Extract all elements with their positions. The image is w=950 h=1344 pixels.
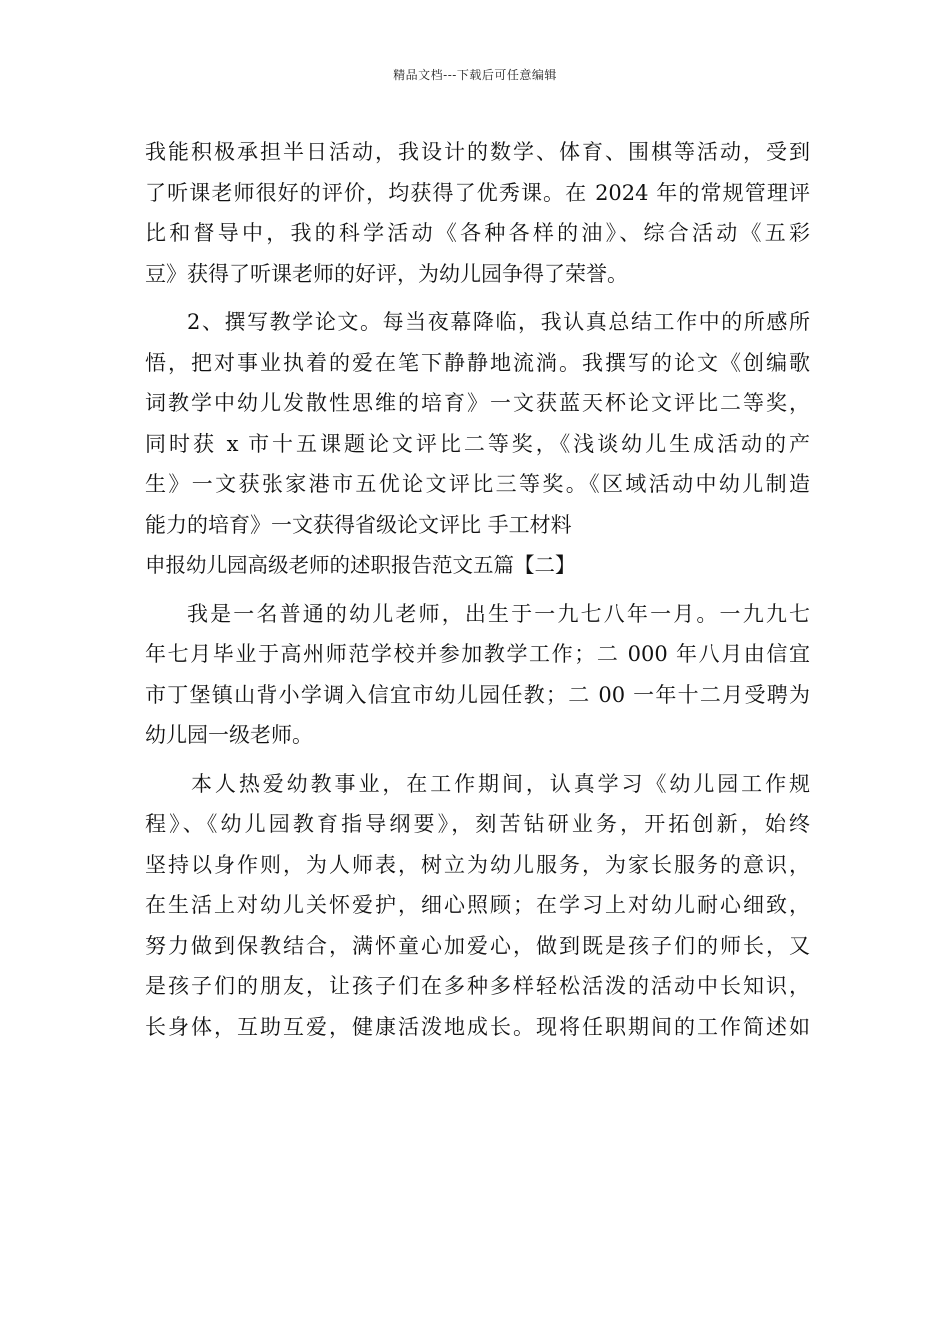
text-line: 比和督导中，我的科学活动《各种各样的油》、综合活动《五彩 bbox=[145, 221, 810, 245]
text-line: 年七月毕业于高州师范学校并参加教学工作；二 000 年八月由信宜 bbox=[145, 642, 810, 666]
text-line: 坚持以身作则，为人师表，树立为幼儿服务，为家长服务的意识， bbox=[145, 852, 810, 877]
text-line: 是孩子们的朋友，让孩子们在多种多样轻松活泼的活动中长知识， bbox=[145, 974, 810, 998]
text-line: 豆》获得了听课老师的好评，为幼儿园争得了荣誉。 bbox=[145, 261, 628, 286]
text-line: 生》一文获张家港市五优论文评比三等奖。《区域活动中幼儿制造 bbox=[145, 472, 810, 496]
text-line: 了听课老师很好的评价，均获得了优秀课。在 2024 年的常规管理评 bbox=[145, 180, 810, 205]
page-header: 精品文档---下载后可任意编辑 bbox=[393, 68, 557, 82]
paragraph-3 bbox=[145, 594, 810, 756]
text-line: 长身体，互助互爱，健康活泼地成长。现将任职期间的工作简述如 bbox=[145, 1014, 810, 1039]
paragraph-gap bbox=[145, 586, 810, 594]
text-line: 2、撰写教学论文。每当夜幕降临，我认真总结工作中的所感所 bbox=[187, 310, 810, 334]
paragraph-gap bbox=[145, 294, 810, 302]
text-line: 悟，把对事业执着的爱在笔下静静地流淌。我撰写的论文《创编歌 bbox=[145, 350, 810, 375]
paragraph-2 bbox=[145, 302, 810, 545]
text-line: 市丁堡镇山背小学调入信宜市幼儿园任教；二 00 一年十二月受聘为 bbox=[145, 682, 810, 707]
section-heading: 申报幼儿园高级老师的述职报告范文五篇【二】 bbox=[145, 553, 576, 577]
text-line: 幼儿园一级老师。 bbox=[145, 723, 313, 747]
paragraph-gap bbox=[145, 756, 810, 764]
text-line: 本人热爱幼教事业，在工作期间，认真学习《幼儿园工作规 bbox=[191, 771, 810, 796]
text-line: 能力的培育》一文获得省级论文评比 手工材料 bbox=[145, 512, 572, 537]
text-line: 词教学中幼儿发散性思维的培育》一文获蓝天杯论文评比二等奖， bbox=[145, 391, 810, 415]
text-line: 我是一名普通的幼儿老师，出生于一九七八年一月。一九九七 bbox=[187, 601, 810, 626]
text-line: 程》、《幼儿园教育指导纲要》，刻苦钻研业务，开拓创新，始终 bbox=[145, 812, 810, 836]
text-line: 我能积极承担半日活动，我设计的数学、体育、围棋等活动，受到 bbox=[145, 140, 810, 164]
text-line: 努力做到保教结合，满怀童心加爱心，做到既是孩子们的师长，又 bbox=[145, 933, 810, 958]
text-line: 在生活上对幼儿关怀爱护，细心照顾；在学习上对幼儿耐心细致， bbox=[145, 893, 810, 917]
document-body bbox=[145, 132, 810, 1047]
text-line: 同时获 x 市十五课题论文评比二等奖，《浅谈幼儿生成活动的产 bbox=[145, 431, 810, 456]
paragraph-4 bbox=[145, 764, 810, 1048]
paragraph-1 bbox=[145, 132, 810, 294]
